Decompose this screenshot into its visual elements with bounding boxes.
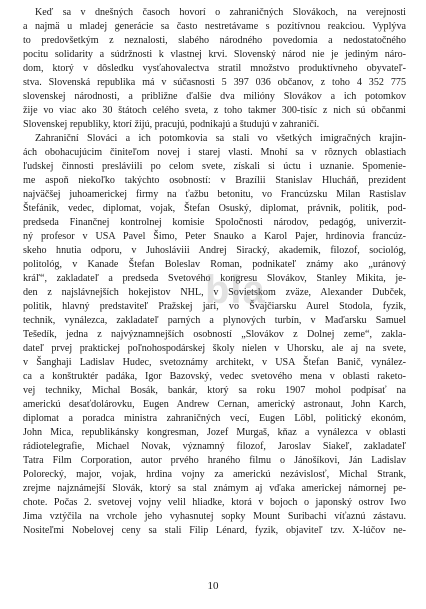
text-line: ľudskej činnosti presláviili po celom svete, získali si úctu i uznanie. Spomenie- xyxy=(23,161,406,172)
text-line: technik, vynálezca, zakladateľ parných a plynových turbín, v Maďarsku Samuel xyxy=(23,315,406,326)
text-line: vej techniky, Michal Bosák, bankár, ktorý sa roku 1907 mohol podpísať na xyxy=(23,385,406,396)
text-line: predseda Finančnej kontrolnej komisie Spoločnosti národov, pedagóg, univerzit- xyxy=(23,217,406,228)
text-line: den z najslávnejších hokejistov NHL, v Sovietskom zväze, Alexander Dubček, xyxy=(23,287,406,298)
text-line: to predovšetkým z neznalosti, slabého národného povedomia a nedostatočného xyxy=(23,35,406,46)
text-line: Keď sa v dnešných časoch hovorí o zahraničných Slovákoch, na verejnosti xyxy=(35,7,406,18)
text-line: Tatra Film Corporation, autor prvého hraného filmu o Jánošíkovi, Ján Ladislav xyxy=(23,455,406,466)
watermark: bla xyxy=(205,268,266,312)
text-line: pocitu solidarity a súdržnosti k vlastnej krvi. Slovenský národ nie je jediným náro- xyxy=(23,49,406,60)
text-line: americkú desaťdolárovku, Eugen Andrew Cernan, americký astronaut, John Karch, xyxy=(23,399,406,410)
text-line: dom, ktorý v dôsledku vysťahovalectva stratil množstvo produktívneho obyvateľ- xyxy=(23,63,406,74)
text-line: žije vo viac ako 30 štátoch celého sveta, z toho takmer 300-tisíc z nich sú občanmi xyxy=(23,105,406,116)
text-line: ný profesor v USA Pavel Šimo, Peter Snauko a Karol Pajer, hrdinovia francúz- xyxy=(23,231,406,242)
text-line: chote. Počas 2. svetovej vojny velil hliadke, ktorá v bojoch o japonský ostrov Iwo xyxy=(23,497,406,508)
text-line: dateľ prvej praktickej poľnohospodárskej školy nielen v Uhorsku, ale aj na svete, xyxy=(23,343,406,354)
text-line: John Mica, republikánsky kongresman, Jozef Murgaš, kňaz a vynálezca v oblasti xyxy=(23,427,406,438)
text-line: slovenskej národnosti, a približne ďalšie dva milióny Slovákov a ich potomkov xyxy=(23,91,406,102)
text-line: Polorecký, major, vojak, hrdina vojny za americkú nezávislosť, Michal Strank, xyxy=(23,469,406,480)
page-number: 10 xyxy=(207,580,219,592)
text-line: rádiotelegrafie, Michael Novak, významný filozof, Jaroslav Siakeľ, zakladateľ xyxy=(23,441,406,452)
text-line: Nositeľmi Nobelovej ceny sa stali Filip Lénard, fyzik, objaviteľ tzv. X-lúčov ne- xyxy=(23,525,406,536)
text-line: v Šanghaji Ladislav Hudec, svetoznámy architekt, v USA Štefan Banič, vynález- xyxy=(23,357,406,368)
text-line: najväčšej juhoamerickej firmy na ťažbu betonitu, vo Francúzsku Milan Rastislav xyxy=(23,189,406,200)
text-line: me aspoň niekoľko takýchto osobností: v Brazílii Stanislav Hlucháň, prezident xyxy=(23,175,406,186)
text-line: ách obohacujúcim činiteľom novej i starej vlasti. Mnohí sa v rôznych oblastiach xyxy=(23,147,406,158)
text-line: a najmä u mladej generácie sa často nestretávame s pozitívnou reakciou. Vyplýva xyxy=(23,21,406,32)
text-line: Slovenskej republiky, ktorí žijú, pracujú, podnikajú a študujú v zahraničí. xyxy=(23,119,320,130)
text-line: ca a konštruktér padáka, Igor Bazovský, vedec svetového mena v oblasti raketo- xyxy=(23,371,406,382)
text-line: skeho hnutia odporu, v Juhosláviii Andrej Siracký, akademik, filozof, sociológ, xyxy=(23,245,406,256)
text-line: Zahraniční Slováci a ich potomkovia sa stali vo všetkých imigračných krajin- xyxy=(35,133,406,144)
text-line: kráľ“, zakladateľ a predseda Svetového kongresu Slovákov, Stanley Mikita, je- xyxy=(23,273,406,284)
body-text xyxy=(23,6,406,538)
text-line: zrejme najznámejší Slovák, ktorý sa stal známym aj vďaka americkej námornej pe- xyxy=(23,483,406,494)
text-line: politológ, v Kanade Štefan Boleslav Roman, podnikateľ známy ako „uránový xyxy=(23,259,406,270)
text-line: Jima vztýčila na vrchole jeho vyhasnutej sopky Mount Suribachi víťaznú zástavu. xyxy=(23,511,406,522)
text-line: stva. Slovenská republika má v súčasnosti 5 397 036 občanov, z toho 4 352 775 xyxy=(23,77,406,88)
text-line: Štefánik, vedec, diplomat, vojak, Štefan Osuský, diplomat, právnik, politik, pod- xyxy=(23,203,406,214)
text-line: diplomat a poradca ministra zahraničných vecí, Eugen Löbl, politický ekonóm, xyxy=(23,413,406,424)
text-line: politik, hlavný predstaviteľ Pražskej jari, vo Švajčiarsku Aurel Stodola, fyzik, xyxy=(23,301,406,312)
text-line: Tešedík, jedna z najvýznamnejších osobností „Slovákov z Dolnej zeme“, zakla- xyxy=(23,329,406,340)
